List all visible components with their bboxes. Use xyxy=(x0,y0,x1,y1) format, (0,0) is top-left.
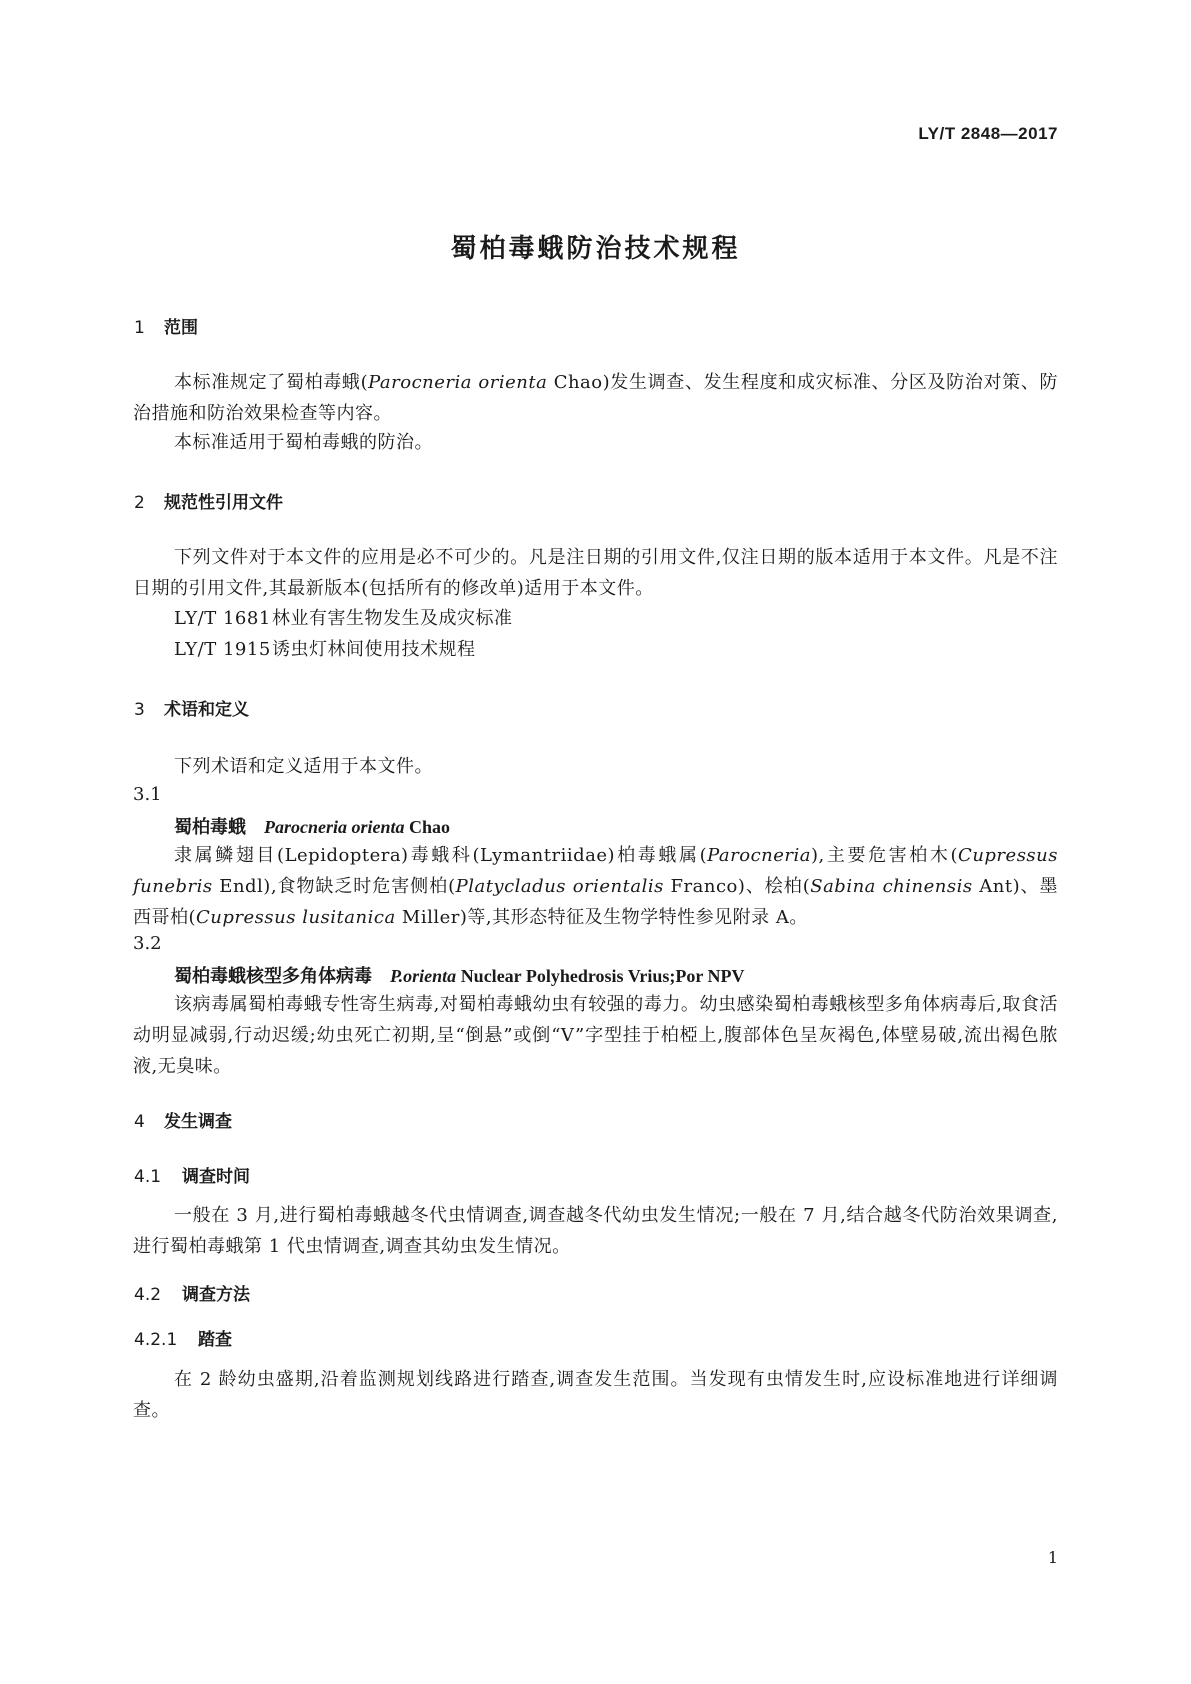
species-name: Cupressus funebris xyxy=(133,845,1058,897)
text-run: Endl),食物缺乏时危害侧柏( xyxy=(212,876,456,897)
section-3-intro: 下列术语和定义适用于本文件。 xyxy=(174,756,433,777)
section-4-1-heading xyxy=(134,1162,250,1187)
reference-item xyxy=(174,635,476,661)
text-run: 隶属鳞翅目(Lepidoptera)毒蛾科(Lymantriidae)柏毒蛾属( xyxy=(174,845,708,866)
section-4-2-1-paragraph: 在 2 龄幼虫盛期,沿着监测规划线路进行踏查,调查发生范围。当发现有虫情发生时,应设标准地进行详细调查。 xyxy=(133,1369,1058,1421)
text-run: Chao)发生调查、发生程度和成灾标准、分区及防治对策、防治措施和防治效果检查等内容。 xyxy=(133,372,1058,424)
section-number: 1 xyxy=(134,318,145,338)
species-name: Parocneria orienta xyxy=(264,817,405,837)
text-run: ),主要危害柏木( xyxy=(811,845,959,866)
section-4-1-paragraph: 一般在 3 月,进行蜀柏毒蛾越冬代虫情调查,调查越冬代幼虫发生情况;一般在 7 月,结合越冬代防治效果调查,进行蜀柏毒蛾第 1 代虫情调查,调查其幼虫发生情况。 xyxy=(133,1205,1058,1257)
section-number: 4.2.1 xyxy=(134,1330,178,1350)
species-name: Parocneria orienta xyxy=(368,372,548,393)
section-3-heading xyxy=(134,695,249,720)
section-number: 4.1 xyxy=(134,1167,162,1187)
standard-code: LY/T 2848—2017 xyxy=(918,124,1058,143)
reference-title: 诱虫灯林间使用技术规程 xyxy=(272,639,476,660)
section-2-heading xyxy=(134,488,283,513)
page-number: 1 xyxy=(1047,1548,1058,1567)
section-number: 2 xyxy=(134,493,145,513)
term-number: 3.1 xyxy=(133,784,162,805)
section-title: 规范性引用文件 xyxy=(164,493,283,513)
section-1-paragraph-2: 本标准适用于蜀柏毒蛾的防治。 xyxy=(174,432,433,453)
section-number: 3 xyxy=(134,700,145,720)
species-name: Parocneria xyxy=(707,845,811,866)
section-4-2-1-heading xyxy=(134,1325,232,1350)
section-4-2-heading xyxy=(134,1280,250,1305)
section-title: 术语和定义 xyxy=(164,700,249,720)
section-4-heading xyxy=(134,1107,232,1132)
section-2-paragraph: 下列文件对于本文件的应用是必不可少的。凡是注日期的引用文件,仅注日期的版本适用于本文件。凡是不注日期的引用文件,其最新版本(包括所有的修改单)适用于本文件。 xyxy=(133,547,1058,599)
section-title: 范围 xyxy=(164,318,198,338)
text-run: Ant)、墨西哥柏( xyxy=(133,876,1059,928)
term-3-2-definition: 该病毒属蜀柏毒蛾专性寄生病毒,对蜀柏毒蛾幼虫有较强的毒力。幼虫感染蜀柏毒蛾核型多角体病毒后,取食活动明显减弱,行动迟缓;幼虫死亡初期,呈“倒悬”或倒“V”字型挂于柏椏上,腹部体色呈灰褐色,体壁易破,流出褐色脓液,无臭味。 xyxy=(133,994,1058,1077)
section-title: 发生调查 xyxy=(164,1112,232,1132)
document-title: 蜀柏毒蛾防治技术规程 xyxy=(450,234,741,264)
section-title: 调查方法 xyxy=(182,1285,250,1305)
term-3-2 xyxy=(174,962,745,988)
term-3-1-definition xyxy=(133,840,1058,933)
species-name: Cupressus lusitanica xyxy=(196,907,396,928)
section-number: 4 xyxy=(134,1112,145,1132)
term-3-1 xyxy=(174,813,450,839)
term-chinese: 蜀柏毒蛾 xyxy=(174,817,246,838)
reference-code: LY/T 1915 xyxy=(174,639,271,660)
text-run: Nuclear Polyhedrosis Vrius;Por NPV xyxy=(456,966,745,986)
section-title: 踏查 xyxy=(198,1330,232,1350)
species-name: P.orienta xyxy=(390,966,457,986)
reference-code: LY/T 1681 xyxy=(174,608,271,629)
section-1-heading xyxy=(134,313,198,338)
section-1-paragraph-1 xyxy=(133,367,1058,429)
term-english xyxy=(390,966,745,986)
species-name: Sabina chinensis xyxy=(810,876,973,897)
reference-title: 林业有害生物发生及成灾标准 xyxy=(272,608,513,629)
species-name: Platycladus orientalis xyxy=(455,876,664,897)
term-english xyxy=(264,817,450,837)
reference-item xyxy=(174,604,513,630)
text-run: 本标准规定了蜀柏毒蛾( xyxy=(174,372,369,393)
section-number: 4.2 xyxy=(134,1285,162,1305)
text-run: Miller)等,其形态特征及生物学特性参见附录 A。 xyxy=(395,907,808,928)
term-chinese: 蜀柏毒蛾核型多角体病毒 xyxy=(174,966,372,987)
text-run: Chao xyxy=(404,817,451,837)
term-number: 3.2 xyxy=(133,933,162,954)
section-title: 调查时间 xyxy=(182,1167,250,1187)
text-run: Franco)、桧柏( xyxy=(663,876,811,897)
